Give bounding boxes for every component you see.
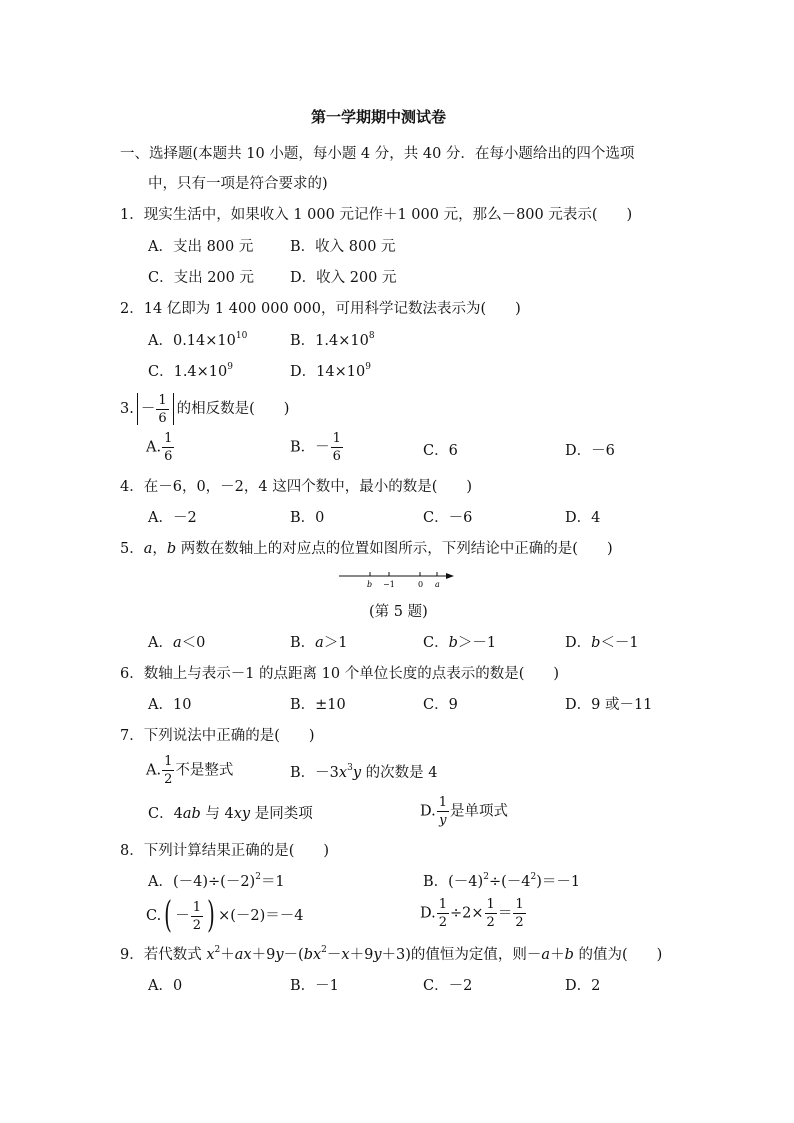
q5-option-d: D．b＜－1	[565, 635, 639, 651]
q2-option-b: B．$1.4\times 10^8$	[290, 331, 375, 349]
q8-option-c: C.( － $\frac{1}{2}$ ) ×(－2)＝－4	[146, 895, 304, 936]
q7-option-a: A. $\frac{1}{2}$ 不是整式	[146, 754, 234, 787]
q9-option-a: A．0	[148, 978, 183, 994]
page-title: 第一学期期中测试卷	[311, 108, 447, 126]
question-8-stem: 8．下列计算结果正确的是( )	[120, 843, 330, 859]
q2-option-d: D．$14\times 10^9$	[290, 362, 371, 380]
q1-option-a: A．支出 800 元	[148, 239, 254, 255]
q3-option-b: B．－ $\frac{1}{6}$	[290, 431, 341, 464]
number-line-arrow	[446, 573, 454, 579]
q6-option-b: B．±10	[290, 697, 346, 713]
q7-option-d: D. $\frac{1}{y}$ 是单项式	[420, 795, 508, 828]
question-9-stem: 9．若代数式 $x^2+ax+9y-(bx^2-x+9y+3)$的值恒为定值，则－a＋b 的值为( )	[120, 945, 663, 963]
question-6-stem: 6．数轴上与表示－1 的点距离 10 个单位长度的点表示的数是( )	[120, 666, 560, 682]
figure-caption: (第 5 题)	[369, 604, 428, 620]
question-3-stem: 3. － $\frac{1}{6}$ 的相反数是( )	[120, 392, 290, 426]
section-heading-cont: 中，只有一项是符合要求的)	[148, 176, 328, 192]
q8-option-d: D. $\frac{1}{2}$ ÷2× $\frac{1}{2}$ ＝ $\frac{1}{2}$	[420, 897, 524, 930]
question-1-stem: 1．现实生活中，如果收入 1 000 元记作＋1 000 元，那么－800 元表示( )	[120, 207, 633, 223]
q8-option-a: A．$(-4)\div(-2)^2=1$	[148, 872, 285, 890]
q4-option-a: A．－2	[148, 510, 197, 526]
q3-option-d: D．－6	[565, 443, 615, 459]
q1-option-b: B．收入 800 元	[290, 239, 396, 255]
q1-option-d: D．收入 200 元	[290, 270, 397, 286]
q9-option-b: B．－1	[290, 978, 339, 994]
q4-option-d: D．4	[565, 510, 601, 526]
question-7-stem: 7．下列说法中正确的是( )	[120, 728, 315, 744]
label-b: b	[367, 580, 373, 589]
q7-option-b: B．$-3x^3y$ 的次数是 4	[290, 763, 438, 781]
q5-option-c: C．b＞－1	[423, 635, 497, 651]
q9-option-d: D．2	[565, 978, 601, 994]
q6-option-a: A．10	[148, 697, 192, 713]
q5-option-a: A．a＜0	[148, 635, 206, 651]
question-5-stem: 5．a，b 两数在数轴上的对应点的位置如图所示，下列结论中正确的是( )	[120, 541, 613, 557]
q9-option-c: C．－2	[423, 978, 473, 994]
q3-option-c: C．6	[423, 443, 458, 459]
q1-option-c: C．支出 200 元	[148, 270, 254, 286]
q5-option-b: B．a＞1	[290, 635, 348, 651]
q6-option-c: C．9	[423, 697, 458, 713]
number-line-figure	[336, 568, 460, 590]
section-heading: 一、选择题(本题共 10 小题，每小题 4 分，共 40 分．在每小题给出的四个选项	[120, 146, 635, 162]
q8-option-b: B．$(-4)^2\div(-4^2)=-1$	[423, 872, 581, 890]
q2-option-a: A．$0.14\times 10^{10}$	[148, 331, 248, 349]
q4-option-c: C．－6	[423, 510, 473, 526]
q4-option-b: B．0	[290, 510, 325, 526]
q2-option-c: C．$1.4\times 10^9$	[148, 362, 233, 380]
question-4-stem: 4．在－6，0，－2，4 这四个数中，最小的数是( )	[120, 479, 473, 495]
q7-option-c: C．4ab 与 4xy 是同类项	[148, 806, 313, 822]
question-2-stem: 2．14 亿即为 1 400 000 000，可用科学记数法表示为( )	[120, 301, 521, 317]
q3-option-a: A. $\frac{1}{6}$	[146, 431, 173, 464]
label-zero: 0	[418, 580, 424, 589]
label-minus-one: −1	[383, 580, 395, 589]
q6-option-d: D．9 或－11	[565, 697, 653, 713]
label-a: a	[435, 580, 440, 589]
